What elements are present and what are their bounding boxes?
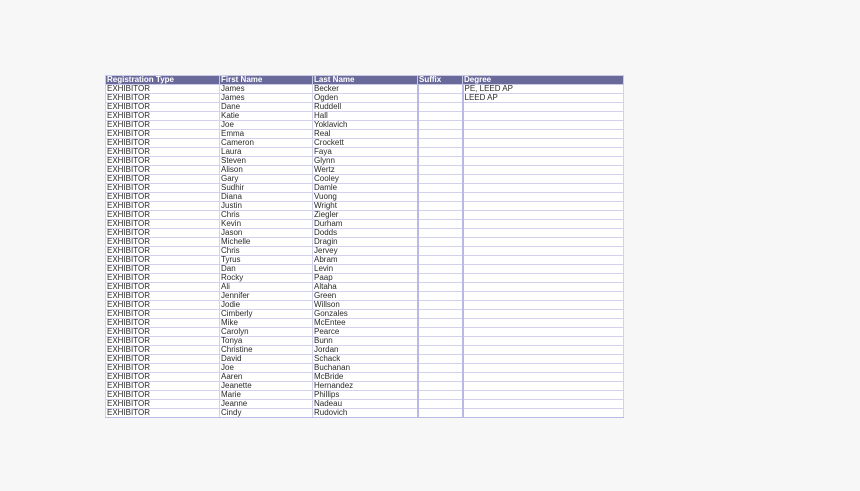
last-name-cell: Ruddell [313,103,418,112]
degree-cell [463,148,624,157]
registration-type-cell: EXHIBITOR [106,193,220,202]
degree-cell [463,310,624,319]
registration-type-cell: EXHIBITOR [106,310,220,319]
table-row [106,130,624,139]
suffix-cell [418,319,463,328]
registration-type-cell: EXHIBITOR [106,220,220,229]
suffix-cell [418,373,463,382]
table-row [106,283,624,292]
first-name-cell: Ali [220,283,313,292]
last-name-cell: Dragin [313,238,418,247]
suffix-cell [418,328,463,337]
suffix-cell [418,193,463,202]
suffix-cell [418,274,463,283]
registration-type-cell: EXHIBITOR [106,85,220,94]
last-name-cell: Nadeau [313,400,418,409]
degree-cell [463,355,624,364]
degree-cell [463,265,624,274]
suffix-cell [418,85,463,94]
table-row [106,175,624,184]
registration-type-cell: EXHIBITOR [106,175,220,184]
first-name-cell: David [220,355,313,364]
degree-cell [463,364,624,373]
registration-type-cell: EXHIBITOR [106,211,220,220]
degree-cell [463,220,624,229]
degree-cell [463,121,624,130]
table-row [106,256,624,265]
last-name-cell: Bunn [313,337,418,346]
first-name-cell: Kevin [220,220,313,229]
suffix-cell [418,364,463,373]
degree-cell [463,400,624,409]
suffix-cell [418,391,463,400]
table-row [106,202,624,211]
degree-cell [463,337,624,346]
first-name-cell: Diana [220,193,313,202]
first-name-cell: Cameron [220,139,313,148]
degree-cell [463,283,624,292]
registration-type-cell: EXHIBITOR [106,112,220,121]
last-name-cell: Vuong [313,193,418,202]
suffix-cell [418,121,463,130]
table-row [106,409,624,418]
registration-type-cell: EXHIBITOR [106,157,220,166]
first-name-cell: Tonya [220,337,313,346]
first-name-cell: Justin [220,202,313,211]
table-row [106,301,624,310]
degree-cell [463,112,624,121]
first-name-cell: Gary [220,175,313,184]
registration-type-cell: EXHIBITOR [106,229,220,238]
last-name-cell: Durham [313,220,418,229]
registration-type-cell: EXHIBITOR [106,391,220,400]
first-name-cell: Steven [220,157,313,166]
header-registration-type: Registration Type [106,76,220,85]
header-degree: Degree [463,76,624,85]
degree-cell [463,301,624,310]
registration-type-cell: EXHIBITOR [106,364,220,373]
last-name-cell: McBride [313,373,418,382]
last-name-cell: McEntee [313,319,418,328]
degree-cell [463,247,624,256]
first-name-cell: Joe [220,121,313,130]
first-name-cell: James [220,85,313,94]
registration-type-cell: EXHIBITOR [106,130,220,139]
first-name-cell: Joe [220,364,313,373]
degree-cell [463,391,624,400]
last-name-cell: Ogden [313,94,418,103]
table-row [106,121,624,130]
last-name-cell: Paap [313,274,418,283]
table-row [106,346,624,355]
suffix-cell [418,220,463,229]
last-name-cell: Wright [313,202,418,211]
last-name-cell: Yoklavich [313,121,418,130]
first-name-cell: Marie [220,391,313,400]
last-name-cell: Faya [313,148,418,157]
first-name-cell: Tyrus [220,256,313,265]
first-name-cell: Christine [220,346,313,355]
last-name-cell: Schack [313,355,418,364]
last-name-cell: Altaha [313,283,418,292]
degree-cell: PE, LEED AP [463,85,624,94]
suffix-cell [418,175,463,184]
suffix-cell [418,157,463,166]
suffix-cell [418,184,463,193]
degree-cell [463,328,624,337]
degree-cell [463,157,624,166]
degree-cell [463,382,624,391]
first-name-cell: Aaren [220,373,313,382]
registration-type-cell: EXHIBITOR [106,346,220,355]
degree-cell [463,238,624,247]
table-row [106,94,624,103]
first-name-cell: Chris [220,211,313,220]
registration-type-cell: EXHIBITOR [106,319,220,328]
first-name-cell: Michelle [220,238,313,247]
table-row [106,364,624,373]
last-name-cell: Jordan [313,346,418,355]
last-name-cell: Crockett [313,139,418,148]
suffix-cell [418,283,463,292]
table-row [106,292,624,301]
degree-cell [463,319,624,328]
last-name-cell: Damle [313,184,418,193]
first-name-cell: Rocky [220,274,313,283]
table-row [106,193,624,202]
suffix-cell [418,130,463,139]
degree-cell [463,373,624,382]
suffix-cell [418,103,463,112]
table-row [106,247,624,256]
table-row [106,382,624,391]
first-name-cell: Carolyn [220,328,313,337]
first-name-cell: Dan [220,265,313,274]
registration-type-cell: EXHIBITOR [106,355,220,364]
degree-cell [463,409,624,418]
suffix-cell [418,256,463,265]
registration-type-cell: EXHIBITOR [106,139,220,148]
suffix-cell [418,355,463,364]
first-name-cell: Alison [220,166,313,175]
last-name-cell: Hernandez [313,382,418,391]
suffix-cell [418,139,463,148]
last-name-cell: Wertz [313,166,418,175]
table-row [106,337,624,346]
registration-type-cell: EXHIBITOR [106,373,220,382]
registration-type-cell: EXHIBITOR [106,292,220,301]
suffix-cell [418,148,463,157]
degree-cell [463,274,624,283]
suffix-cell [418,247,463,256]
suffix-cell [418,211,463,220]
first-name-cell: Jennifer [220,292,313,301]
degree-cell [463,256,624,265]
first-name-cell: Chris [220,247,313,256]
suffix-cell [418,112,463,121]
suffix-cell [418,238,463,247]
table-row [106,139,624,148]
table-row [106,310,624,319]
table-row [106,184,624,193]
suffix-cell [418,166,463,175]
first-name-cell: Emma [220,130,313,139]
first-name-cell: Katie [220,112,313,121]
degree-cell [463,184,624,193]
last-name-cell: Jervey [313,247,418,256]
last-name-cell: Buchanan [313,364,418,373]
degree-cell: LEED AP [463,94,624,103]
last-name-cell: Becker [313,85,418,94]
table-row [106,238,624,247]
degree-cell [463,202,624,211]
registration-type-cell: EXHIBITOR [106,256,220,265]
registration-type-cell: EXHIBITOR [106,121,220,130]
table-row [106,157,624,166]
registration-type-cell: EXHIBITOR [106,337,220,346]
header-suffix: Suffix [418,76,463,85]
table-row [106,103,624,112]
table-row [106,274,624,283]
registration-type-cell: EXHIBITOR [106,301,220,310]
suffix-cell [418,229,463,238]
table-row [106,229,624,238]
degree-cell [463,139,624,148]
table-row [106,112,624,121]
degree-cell [463,229,624,238]
registration-type-cell: EXHIBITOR [106,247,220,256]
table-row [106,373,624,382]
suffix-cell [418,292,463,301]
suffix-cell [418,382,463,391]
registration-type-cell: EXHIBITOR [106,283,220,292]
degree-cell [463,175,624,184]
table-row [106,166,624,175]
suffix-cell [418,337,463,346]
degree-cell [463,103,624,112]
registration-type-cell: EXHIBITOR [106,400,220,409]
registration-type-cell: EXHIBITOR [106,409,220,418]
table-row [106,400,624,409]
registration-type-cell: EXHIBITOR [106,382,220,391]
last-name-cell: Pearce [313,328,418,337]
suffix-cell [418,265,463,274]
last-name-cell: Dodds [313,229,418,238]
first-name-cell: Jodie [220,301,313,310]
header-last-name: Last Name [313,76,418,85]
first-name-cell: Laura [220,148,313,157]
first-name-cell: Cindy [220,409,313,418]
last-name-cell: Hall [313,112,418,121]
last-name-cell: Glynn [313,157,418,166]
degree-cell [463,193,624,202]
last-name-cell: Ziegler [313,211,418,220]
registration-type-cell: EXHIBITOR [106,103,220,112]
registration-type-cell: EXHIBITOR [106,238,220,247]
table-body [106,85,624,418]
first-name-cell: Mike [220,319,313,328]
registration-table [105,75,624,418]
suffix-cell [418,310,463,319]
registration-type-cell: EXHIBITOR [106,274,220,283]
first-name-cell: Cimberly [220,310,313,319]
first-name-cell: Jason [220,229,313,238]
table-row [106,355,624,364]
table-row [106,328,624,337]
last-name-cell: Abram [313,256,418,265]
table-row [106,265,624,274]
suffix-cell [418,301,463,310]
first-name-cell: Jeanette [220,382,313,391]
last-name-cell: Green [313,292,418,301]
degree-cell [463,166,624,175]
table-row [106,211,624,220]
header-first-name: First Name [220,76,313,85]
degree-cell [463,346,624,355]
last-name-cell: Real [313,130,418,139]
suffix-cell [418,346,463,355]
registration-type-cell: EXHIBITOR [106,202,220,211]
last-name-cell: Rudovich [313,409,418,418]
suffix-cell [418,409,463,418]
table-row [106,85,624,94]
last-name-cell: Levin [313,265,418,274]
registration-type-cell: EXHIBITOR [106,148,220,157]
last-name-cell: Cooley [313,175,418,184]
registration-type-cell: EXHIBITOR [106,166,220,175]
last-name-cell: Gonzales [313,310,418,319]
first-name-cell: Jeanne [220,400,313,409]
first-name-cell: Sudhir [220,184,313,193]
suffix-cell [418,94,463,103]
header-row [106,76,624,85]
registration-type-cell: EXHIBITOR [106,94,220,103]
suffix-cell [418,400,463,409]
degree-cell [463,130,624,139]
suffix-cell [418,202,463,211]
table-row [106,319,624,328]
first-name-cell: James [220,94,313,103]
last-name-cell: Phillips [313,391,418,400]
last-name-cell: Willson [313,301,418,310]
registration-type-cell: EXHIBITOR [106,328,220,337]
registration-type-cell: EXHIBITOR [106,184,220,193]
degree-cell [463,292,624,301]
table-row [106,220,624,229]
degree-cell [463,211,624,220]
table-row [106,391,624,400]
registration-type-cell: EXHIBITOR [106,265,220,274]
first-name-cell: Dane [220,103,313,112]
table-row [106,148,624,157]
